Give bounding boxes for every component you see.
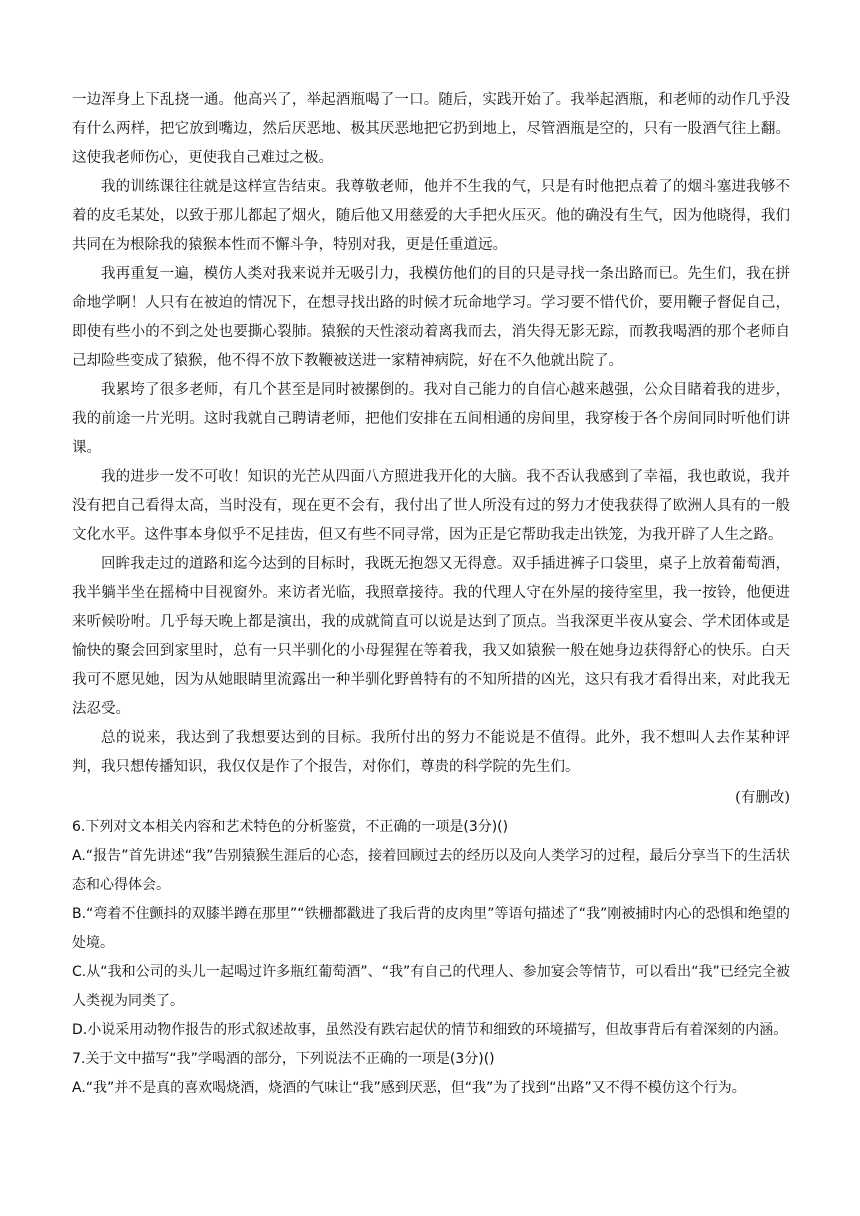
passage-paragraph-2: 我再重复一遍，模仿人类对我来说并无吸引力，我模仿他们的目的只是寻找一条出路而已。先生们，我在拼命地学啊！人只有在被迫的情况下，在想寻找出路的时候才玩命地学习。学习要不惜代价，要用鞭子督促自己，即使有些小的不到之处也要撕心裂肺。猿猴的天性滚动着离我而去，消失得无影无踪，而教我喝酒的那个老师自己却险些变成了猿猴，他不得不放下教鞭被送进一家精神病院，好在不久他就出院了。 (72, 266, 790, 369)
question-6-option-d: D.小说采用动物作报告的形式叙述故事，虽然没有跌宕起伏的情节和细致的环境描写，但故事背后有着深刻的内涵。 (72, 1022, 788, 1038)
passage-paragraph-1: 我的训练课往往就是这样宣告结束。我尊敬老师，他并不生我的气，只是有时他把点着了的烟斗塞进我够不着的皮毛某处，以致于那儿都起了烟火，随后他又用慈爱的大手把火压灭。他的确没有生气，因为他晓得，我们共同在为根除我的猿猴本性而不懈斗争，特别对我，更是任重道远。 (72, 179, 790, 253)
document-page (72, 86, 790, 1103)
question-7-stem: 7.关于文中描写“我”学喝酒的部分，下列说法不正确的一项是(3分)() (72, 1051, 495, 1067)
abridged-note: (有删改) (735, 790, 790, 806)
passage-paragraph-0: 一边浑身上下乱挠一通。他高兴了，举起酒瓶喝了一口。随后，实践开始了。我举起酒瓶，和老师的动作几乎没有什么两样，把它放到嘴边，然后厌恶地、极其厌恶地把它扔到地上，尽管酒瓶是空的，只有一股酒气往上翻。这使我老师伤心，更使我自己难过之极。 (72, 92, 790, 166)
question-6-stem: 6.下列对文本相关内容和艺术特色的分析鉴赏，不正确的一项是(3分)() (72, 819, 509, 835)
passage-paragraph-6: 总的说来，我达到了我想要达到的目标。我所付出的努力不能说是不值得。此外，我不想叫人去作某种评判，我只想传播知识，我仅仅是作了个报告，对你们，尊贵的科学院的先生们。 (72, 730, 790, 775)
question-7-option-a: A.“我”并不是真的喜欢喝烧酒，烧酒的气味让“我”感到厌恶，但“我”为了找到“出路”又不得不模仿这个行为。 (72, 1080, 746, 1096)
passage-paragraph-5: 回眸我走过的道路和迄今达到的目标时，我既无抱怨又无得意。双手插进裤子口袋里，桌子上放着葡萄酒，我半躺半坐在摇椅中目视窗外。来访者光临，我照章接待。我的代理人守在外屋的接待室里，我一按铃，他便进来听候吩咐。几乎每天晚上都是演出，我的成就简直可以说是达到了顶点。当我深更半夜从宴会、学术团体或是愉快的聚会回到家里时，总有一只半驯化的小母猩猩在等着我，我又如猿猴一般在她身边获得舒心的快乐。白天我可不愿见她，因为从她眼睛里流露出一种半驯化野兽特有的不知所措的凶光，这只有我才看得出来，对此我无法忍受。 (72, 556, 790, 717)
question-6-option-b: B.“弯着不住颤抖的双膝半蹲在那里”“铁栅都戳进了我后背的皮肉里”等语句描述了“我”刚被捕时内心的恐惧和绝望的处境。 (72, 906, 790, 951)
passage-paragraph-4: 我的进步一发不可收！知识的光芒从四面八方照进我开化的大脑。我不否认我感到了幸福，我也敢说，我并没有把自己看得太高，当时没有，现在更不会有，我付出了世人所没有过的努力才使我获得了欧洲人具有的一般文化水平。这件事本身似乎不足挂齿，但又有些不同寻常，因为正是它帮助我走出铁笼，为我开辟了人生之路。 (72, 469, 790, 543)
question-6-option-a: A.“报告”首先讲述“我”告别猿猴生涯后的心态，接着回顾过去的经历以及向人类学习的过程，最后分享当下的生活状态和心得体会。 (72, 848, 790, 893)
question-6-option-c: C.从“我和公司的头儿一起喝过许多瓶红葡萄酒”、“我”有自己的代理人、参加宴会等情节，可以看出“我”已经完全被人类视为同类了。 (72, 964, 790, 1009)
passage-paragraph-3: 我累垮了很多老师，有几个甚至是同时被摞倒的。我对自己能力的自信心越来越强，公众目睹着我的进步，我的前途一片光明。这时我就自己聘请老师，把他们安排在五间相通的房间里，我穿梭于各个房间同时听他们讲课。 (72, 382, 790, 456)
